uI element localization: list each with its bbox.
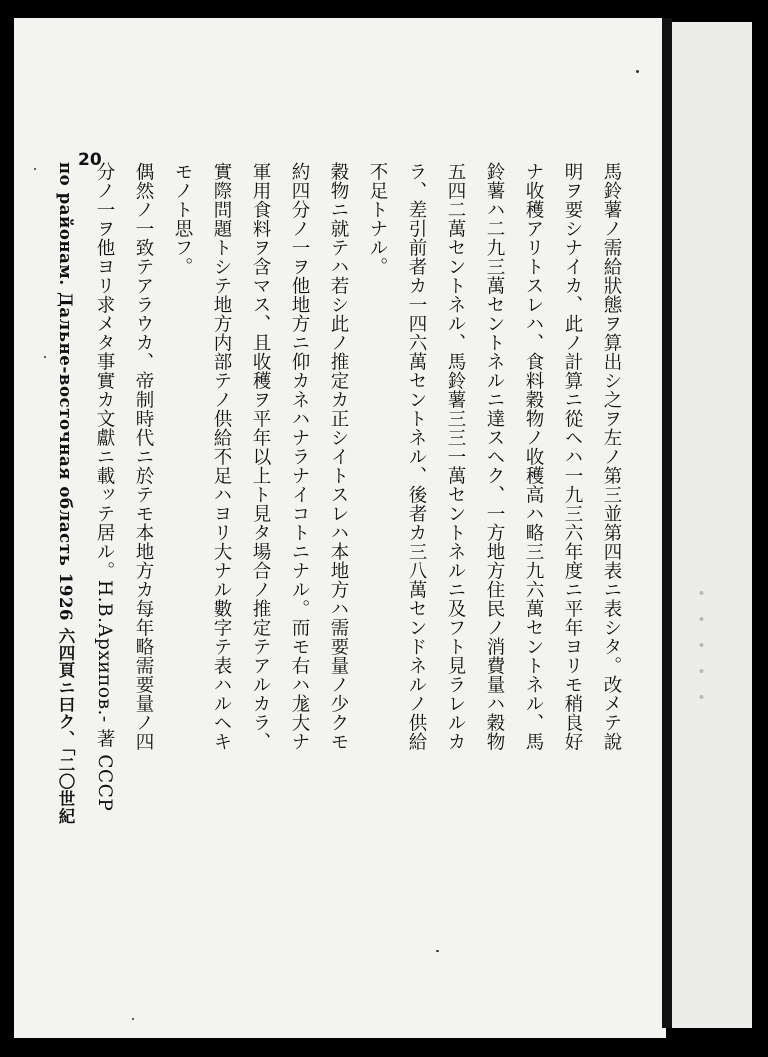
text-line-10: 軍用食料ヲ含マス、且收穫ヲ平年以上ト見タ場合ノ推定テアルカラ、: [250, 162, 271, 751]
scan-speck: [132, 1018, 134, 1020]
scan-speck: [636, 70, 639, 73]
text-line-14: 分ノ一ヲ他ヨリ求メタ事實カ文獻ニ載ッテ居ル。Н.В.Архипов.- 著 СССР: [94, 162, 115, 812]
text-line-13: 偶然ノ一致テアラウカ、帝制時代ニ於テモ本地方カ每年略需要量ノ四: [133, 162, 154, 751]
page-number: 20: [78, 150, 102, 170]
text-line-11: 實際問題トシテ地方内部テノ供給不足ハヨリ大ナル數字テ表ハルヘキ: [211, 162, 232, 751]
text-line-6: ラ、差引前者カ一四六萬セントネル、後者カ三八萬センドネルノ供給: [406, 162, 427, 751]
adjacent-page-edge: [672, 22, 752, 1028]
scan-speck: [44, 356, 46, 358]
text-line-2: 明ヲ要シナイカ、此ノ計算ニ從ヘハ一九三六年度ニ平年ヨリモ稍良好: [562, 162, 583, 751]
scan-speck: [436, 950, 439, 952]
vertical-text-body: [41, 162, 626, 962]
bleed-through-marks: ・・・・・: [687, 582, 712, 712]
scan-speck: [34, 168, 36, 170]
text-line-3: ナ收穫アリトスレハ、食料穀物ノ收穫高ハ略三九六萬セントネル、馬: [523, 162, 544, 751]
text-line-5: 五四二萬セントネル、馬鈴薯三三一萬セントネルニ及フト見ラレルカ: [445, 162, 466, 751]
text-line-15: по районам. Дальне-восточная область 1926 六四頁ニ曰ク、「二〇世紀: [56, 162, 75, 825]
text-line-12: モノト思フ。: [172, 162, 193, 276]
text-line-7: 不足トナル。: [367, 162, 388, 276]
text-line-8: 穀物ニ就テハ若シ此ノ推定カ正シイトスレハ本地方ハ需要量ノ少クモ: [328, 162, 349, 751]
text-line-1: 馬鈴薯ノ需給狀態ヲ算出シ之ヲ左ノ第三並第四表ニ表シタ。改メテ說: [601, 162, 622, 751]
book-gutter: [662, 18, 672, 1028]
book-page: [14, 18, 666, 1038]
text-line-9: 約四分ノ一ヲ他地方ニ仰カネハナラナイコトニナル。而モ右ハ尨大ナ: [289, 162, 310, 751]
text-line-4: 鈴薯ハ二九三萬セントネルニ達スヘク、一方地方住民ノ消費量ハ穀物: [484, 162, 505, 751]
